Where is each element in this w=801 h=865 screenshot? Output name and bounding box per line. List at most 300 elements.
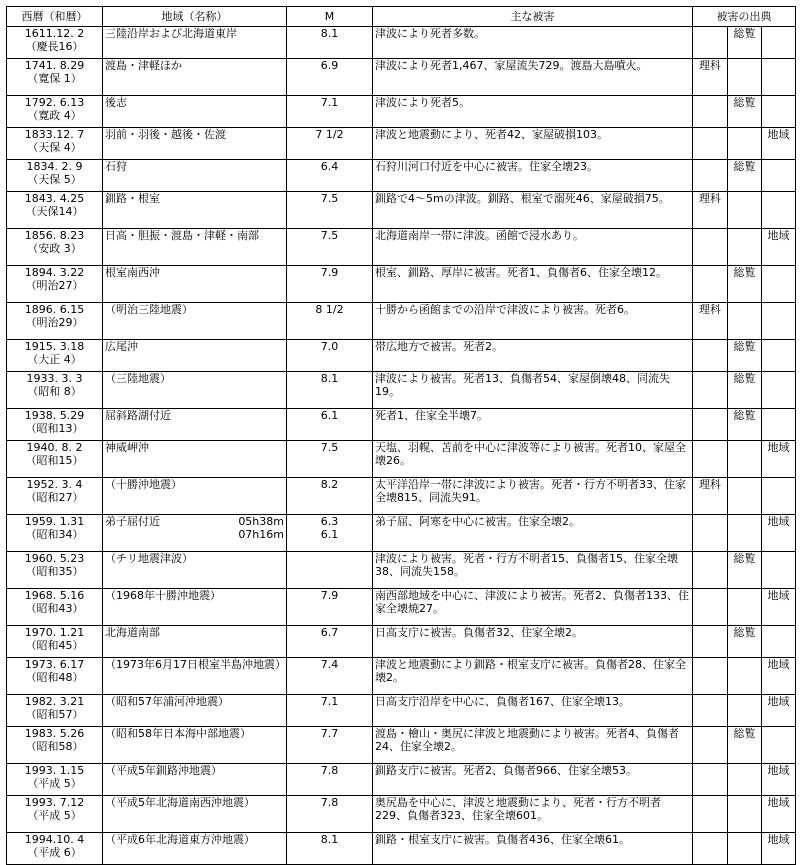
date-western: 1792. 6.13 [24, 96, 85, 109]
magnitude-cell [287, 626, 373, 658]
source-label-1: 理科 [699, 303, 721, 316]
date-western: 1970. 1.21 [24, 626, 85, 639]
date-cell [7, 515, 103, 552]
damage-cell [373, 589, 693, 626]
table-row [7, 27, 796, 59]
source-cell-3 [762, 552, 796, 589]
damage-text: 津波と地震動により釧路・根室支庁に被害。負傷者28、住家全壊2。 [375, 658, 686, 684]
region-name: 北海道南部 [105, 626, 160, 639]
source-label-3: 地域 [767, 764, 790, 777]
damage-text: 弟子屈、阿寒を中心に被害。住家全壊2。 [375, 515, 580, 528]
source-cell-3 [762, 658, 796, 695]
source-label-2: 総覧 [733, 340, 756, 353]
damage-text: 釧路で4～5mの津波。釧路、根室で溺死46、家屋破損75。 [375, 192, 670, 205]
damage-cell [373, 796, 693, 833]
source-cell-1 [693, 372, 728, 409]
magnitude-cell [287, 59, 373, 96]
source-cell-2 [728, 266, 762, 303]
source-label-3: 地域 [767, 658, 790, 671]
magnitude-value: 8.1 [320, 833, 339, 846]
date-western: 1952. 3. 4 [26, 478, 83, 491]
table-row [7, 266, 796, 303]
source-label-3: 地域 [767, 695, 790, 708]
source-cell-1 [693, 727, 728, 764]
source-cell-1 [693, 626, 728, 658]
source-cell-2 [728, 658, 762, 695]
date-western: 1915. 3.18 [24, 340, 85, 353]
date-cell [7, 409, 103, 441]
damage-text: 太平洋沿岸一帯に津波により被害。死者・行方不明者33、住家全壊815、同流失91。 [375, 478, 686, 504]
damage-cell [373, 96, 693, 128]
source-label-3: 地域 [767, 796, 790, 809]
table-row [7, 340, 796, 372]
header-damage: 主な被害 [373, 7, 693, 27]
source-label-2: 総覧 [733, 727, 756, 740]
region-name: （平成5年釧路沖地震） [105, 764, 222, 777]
header-row [7, 7, 796, 27]
damage-cell [373, 478, 693, 515]
date-era: （昭和15） [25, 454, 84, 467]
damage-cell [373, 372, 693, 409]
date-western: 1993. 7.12 [24, 796, 85, 809]
damage-cell [373, 303, 693, 340]
source-cell-1 [693, 764, 728, 796]
date-era: （昭和48） [25, 671, 84, 684]
magnitude-value: 7.4 [320, 658, 339, 671]
source-cell-1 [693, 441, 728, 478]
magnitude-value: 6.3 [320, 515, 339, 528]
region-name: 釧路・根室 [105, 192, 160, 205]
region-name: （チリ地震津波） [105, 552, 193, 565]
magnitude-value: 7.9 [320, 266, 339, 279]
region-name: 根室南西沖 [105, 266, 160, 279]
damage-cell [373, 160, 693, 192]
region-cell [103, 266, 287, 303]
damage-cell [373, 695, 693, 727]
date-western: 1843. 4.25 [24, 192, 85, 205]
table-row [7, 515, 796, 552]
damage-cell [373, 764, 693, 796]
magnitude-value: 7.8 [320, 764, 339, 777]
date-western: 1741. 8.29 [24, 59, 85, 72]
region-cell [103, 96, 287, 128]
source-cell-1 [693, 796, 728, 833]
source-cell-2 [728, 229, 762, 266]
date-cell [7, 441, 103, 478]
source-cell-3 [762, 695, 796, 727]
magnitude-cell [287, 727, 373, 764]
date-western: 1611.12. 2 [24, 27, 85, 40]
table-row [7, 796, 796, 833]
date-era: （寛政 4） [27, 109, 82, 122]
source-cell-3 [762, 409, 796, 441]
date-cell [7, 626, 103, 658]
source-cell-3 [762, 160, 796, 192]
date-cell [7, 796, 103, 833]
date-cell [7, 764, 103, 796]
source-cell-3 [762, 59, 796, 96]
source-cell-1 [693, 59, 728, 96]
region-name: （明治三陸地震） [105, 303, 193, 316]
date-cell [7, 96, 103, 128]
magnitude-cell [287, 796, 373, 833]
source-label-3: 地域 [767, 515, 790, 528]
magnitude-value: 6.9 [320, 59, 339, 72]
date-era: （天保 5） [27, 173, 82, 186]
source-cell-3 [762, 229, 796, 266]
magnitude-cell [287, 552, 373, 589]
source-cell-2 [728, 695, 762, 727]
damage-cell [373, 658, 693, 695]
date-era: （安政 3） [27, 242, 82, 255]
damage-text: 石狩川河口付近を中心に被害。住家全壊23。 [375, 160, 598, 173]
region-cell [103, 128, 287, 160]
source-cell-1 [693, 96, 728, 128]
source-label-2: 総覧 [733, 552, 756, 565]
damage-cell [373, 626, 693, 658]
table-row [7, 59, 796, 96]
date-era: （大正 4） [27, 353, 82, 366]
source-cell-1 [693, 266, 728, 303]
magnitude-value: 7.5 [320, 441, 339, 454]
table-row [7, 727, 796, 764]
earthquake-table [6, 6, 796, 865]
date-era: （昭和35） [25, 565, 84, 578]
damage-cell [373, 266, 693, 303]
source-label-1: 理科 [699, 59, 721, 72]
source-cell-2 [728, 372, 762, 409]
date-cell [7, 27, 103, 59]
source-label-3: 地域 [767, 589, 790, 602]
date-era: （天保 4） [27, 141, 82, 154]
header-magnitude: M [287, 7, 373, 27]
region-name: 屈斜路湖付近 [105, 409, 171, 422]
date-era: （寛保 1） [27, 72, 82, 85]
source-cell-3 [762, 372, 796, 409]
source-cell-2 [728, 303, 762, 340]
damage-cell [373, 340, 693, 372]
date-era: （平成 6） [27, 846, 82, 859]
table-row [7, 229, 796, 266]
region-name: （平成6年北海道東方沖地震） [105, 833, 255, 846]
source-cell-1 [693, 27, 728, 59]
magnitude-cell [287, 764, 373, 796]
region-cell [103, 727, 287, 764]
table-row [7, 409, 796, 441]
damage-text: 南西部地域を中心に、津波により被害。死者2、負傷者133、住家全壊焼27。 [375, 589, 689, 615]
damage-text: 帯広地方で被害。死者2。 [375, 340, 503, 353]
source-label-2: 総覧 [733, 626, 756, 639]
damage-cell [373, 833, 693, 865]
source-cell-3 [762, 727, 796, 764]
magnitude-value: 7.9 [320, 589, 339, 602]
source-label-2: 総覧 [733, 266, 756, 279]
magnitude-value: 8.2 [320, 478, 339, 491]
source-cell-1 [693, 695, 728, 727]
magnitude-cell [287, 833, 373, 865]
source-cell-3 [762, 478, 796, 515]
damage-text: 奥尻島を中心に、津波と地震動により、死者・行方不明者229、負傷者323、住家全壊601。 [375, 796, 661, 822]
damage-text: 根室、釧路、厚岸に被害。死者1、負傷者6、住家全壊12。 [375, 266, 667, 279]
magnitude-cell [287, 229, 373, 266]
damage-text: 日高支庁沿岸を中心に、負傷者167、住家全壊13。 [375, 695, 630, 708]
magnitude-cell [287, 192, 373, 229]
table-row [7, 658, 796, 695]
region-cell [103, 552, 287, 589]
region-name: （十勝沖地震） [105, 478, 182, 491]
region-cell [103, 626, 287, 658]
magnitude-cell [287, 96, 373, 128]
source-cell-3 [762, 626, 796, 658]
magnitude-value: 8.1 [320, 372, 339, 385]
magnitude-value: 8.1 [320, 27, 339, 40]
region-cell [103, 59, 287, 96]
region-cell [103, 229, 287, 266]
region-cell [103, 478, 287, 515]
table-row [7, 626, 796, 658]
date-western: 1938. 5.29 [24, 409, 85, 422]
date-cell [7, 266, 103, 303]
source-label-3: 地域 [767, 833, 790, 846]
date-western: 1933. 3. 3 [26, 372, 83, 385]
region-name: （三陸地震） [105, 372, 171, 385]
damage-text: 津波により被害。死者・行方不明者15、負傷者15、住家全壊38、同流失158。 [375, 552, 678, 578]
region-name: 後志 [105, 96, 127, 109]
source-label-3: 地域 [767, 441, 790, 454]
date-western: 1896. 6.15 [24, 303, 85, 316]
magnitude-value: 6.4 [320, 160, 339, 173]
source-cell-2 [728, 833, 762, 865]
region-name: 日高・胆振・渡島・津軽・南部 [105, 229, 259, 242]
date-western: 1968. 5.16 [24, 589, 85, 602]
source-cell-2 [728, 441, 762, 478]
damage-text: 死者1、住家全半壊7。 [375, 409, 488, 422]
date-era: （平成 5） [27, 777, 82, 790]
date-cell [7, 303, 103, 340]
region-cell [103, 303, 287, 340]
source-cell-2 [728, 128, 762, 160]
date-cell [7, 59, 103, 96]
date-cell [7, 229, 103, 266]
magnitude-value: 7.0 [320, 340, 339, 353]
source-cell-2 [728, 589, 762, 626]
region-cell [103, 796, 287, 833]
damage-cell [373, 552, 693, 589]
source-cell-3 [762, 340, 796, 372]
region-name: 弟子屈付近 [105, 515, 160, 528]
magnitude-cell [287, 695, 373, 727]
date-cell [7, 192, 103, 229]
date-era: （天保14） [25, 205, 84, 218]
table-row [7, 764, 796, 796]
date-era: （昭和13） [25, 422, 84, 435]
region-name: 石狩 [105, 160, 127, 173]
table-row [7, 441, 796, 478]
region-cell [103, 340, 287, 372]
magnitude-cell [287, 266, 373, 303]
date-era: （明治27） [25, 279, 84, 292]
region-cell [103, 192, 287, 229]
date-cell [7, 589, 103, 626]
magnitude-value: 6.1 [320, 409, 339, 422]
magnitude-cell [287, 303, 373, 340]
region-cell [103, 409, 287, 441]
magnitude-value: 7.8 [320, 796, 339, 809]
date-western: 1973. 6.17 [24, 658, 85, 671]
region-cell [103, 441, 287, 478]
region-cell [103, 589, 287, 626]
magnitude-value: 7.1 [320, 96, 339, 109]
source-label-1: 理科 [699, 192, 721, 205]
date-western: 1940. 8. 2 [26, 441, 83, 454]
source-cell-1 [693, 589, 728, 626]
damage-cell [373, 441, 693, 478]
magnitude-cell [287, 515, 373, 552]
source-cell-3 [762, 303, 796, 340]
source-cell-2 [728, 340, 762, 372]
magnitude-value: 8 1/2 [315, 303, 344, 316]
region-cell [103, 27, 287, 59]
date-cell [7, 727, 103, 764]
source-cell-2 [728, 515, 762, 552]
damage-text: 津波と地震動により、死者42、家屋破損103。 [375, 128, 608, 141]
source-label-2: 総覧 [733, 27, 756, 40]
region-name: 羽前・羽後・越後・佐渡 [105, 128, 226, 141]
source-cell-1 [693, 340, 728, 372]
date-western: 1833.12. 7 [24, 128, 85, 141]
magnitude-cell [287, 478, 373, 515]
damage-text: 津波により死者多数。 [375, 27, 485, 40]
header-date: 西暦（和暦） [7, 7, 103, 27]
date-western: 1856. 8.23 [24, 229, 85, 242]
magnitude-cell [287, 128, 373, 160]
region-cell [103, 515, 287, 552]
damage-text: 渡島・檜山・奥尻に津波と地震動により被害。死者4、負傷者24、住家全壊2。 [375, 727, 679, 753]
source-cell-1 [693, 833, 728, 865]
damage-cell [373, 27, 693, 59]
region-name: 三陸沿岸および北海道東岸 [105, 27, 237, 40]
table-row [7, 128, 796, 160]
source-cell-3 [762, 441, 796, 478]
table-row [7, 160, 796, 192]
damage-cell [373, 515, 693, 552]
date-cell [7, 340, 103, 372]
date-western: 1993. 1.15 [24, 764, 85, 777]
damage-text: 十勝から函館までの沿岸で津波により被害。死者6。 [375, 303, 635, 316]
date-western: 1834. 2. 9 [26, 160, 83, 173]
magnitude-cell [287, 409, 373, 441]
source-label-2: 総覧 [733, 409, 756, 422]
date-western: 1960. 5.23 [24, 552, 85, 565]
header-region: 地域（名称） [103, 7, 287, 27]
source-cell-3 [762, 833, 796, 865]
damage-text: 津波により死者5。 [375, 96, 470, 109]
date-cell [7, 160, 103, 192]
damage-text: 釧路・根室支庁に被害。負傷者436、住家全壊61。 [375, 833, 630, 846]
damage-text: 北海道南岸一帯に津波。函館で浸水あり。 [375, 229, 584, 242]
magnitude-value: 7 1/2 [315, 128, 344, 141]
source-cell-1 [693, 192, 728, 229]
source-cell-2 [728, 160, 762, 192]
region-name: （1968年十勝沖地震） [105, 589, 221, 602]
source-cell-2 [728, 626, 762, 658]
region-name: （昭和58年日本海中部地震） [105, 727, 251, 740]
date-western: 1959. 1.31 [24, 515, 85, 528]
source-cell-2 [728, 59, 762, 96]
damage-cell [373, 409, 693, 441]
magnitude-cell [287, 340, 373, 372]
magnitude-cell [287, 372, 373, 409]
date-era: （慶長16） [25, 40, 84, 53]
date-cell [7, 658, 103, 695]
magnitude-value-2: 6.1 [320, 528, 339, 541]
source-cell-3 [762, 515, 796, 552]
source-cell-3 [762, 192, 796, 229]
source-cell-3 [762, 764, 796, 796]
region-name: （平成5年北海道南西沖地震） [105, 796, 255, 809]
region-time-1: 05h38m [238, 515, 284, 528]
source-cell-2 [728, 409, 762, 441]
date-cell [7, 478, 103, 515]
table-row [7, 695, 796, 727]
source-cell-3 [762, 27, 796, 59]
region-cell [103, 160, 287, 192]
date-era: （昭和43） [25, 602, 84, 615]
magnitude-value: 7.1 [320, 695, 339, 708]
source-cell-3 [762, 266, 796, 303]
date-era: （昭和34） [25, 528, 84, 541]
date-era: （昭和57） [25, 708, 84, 721]
damage-cell [373, 128, 693, 160]
date-era: （昭和27） [25, 491, 84, 504]
date-era: （昭和45） [25, 639, 84, 652]
region-time-2: 07h16m [238, 528, 284, 541]
date-cell [7, 128, 103, 160]
magnitude-cell [287, 589, 373, 626]
source-cell-3 [762, 128, 796, 160]
magnitude-cell [287, 27, 373, 59]
date-cell [7, 695, 103, 727]
magnitude-cell [287, 441, 373, 478]
source-cell-1 [693, 128, 728, 160]
magnitude-value: 7.5 [320, 192, 339, 205]
magnitude-cell [287, 658, 373, 695]
region-cell [103, 833, 287, 865]
source-label-2: 総覧 [733, 372, 756, 385]
damage-cell [373, 727, 693, 764]
source-cell-2 [728, 764, 762, 796]
source-cell-1 [693, 229, 728, 266]
region-name: （昭和57年浦河沖地震） [105, 695, 229, 708]
source-cell-1 [693, 303, 728, 340]
region-name: 神威岬沖 [105, 441, 149, 454]
region-cell [103, 658, 287, 695]
damage-cell [373, 229, 693, 266]
damage-text: 津波により死者1,467、家屋流失729。渡島大島噴火。 [375, 59, 648, 72]
source-cell-2 [728, 552, 762, 589]
source-label-2: 総覧 [733, 160, 756, 173]
source-cell-2 [728, 478, 762, 515]
table-row [7, 192, 796, 229]
magnitude-value: 7.7 [320, 727, 339, 740]
region-name: 渡島・津軽ほか [105, 59, 182, 72]
magnitude-value: 6.7 [320, 626, 339, 639]
region-cell [103, 695, 287, 727]
magnitude-cell [287, 160, 373, 192]
source-cell-2 [728, 727, 762, 764]
region-name: （1973年6月17日根室半島沖地震） [105, 658, 286, 671]
table-row [7, 478, 796, 515]
